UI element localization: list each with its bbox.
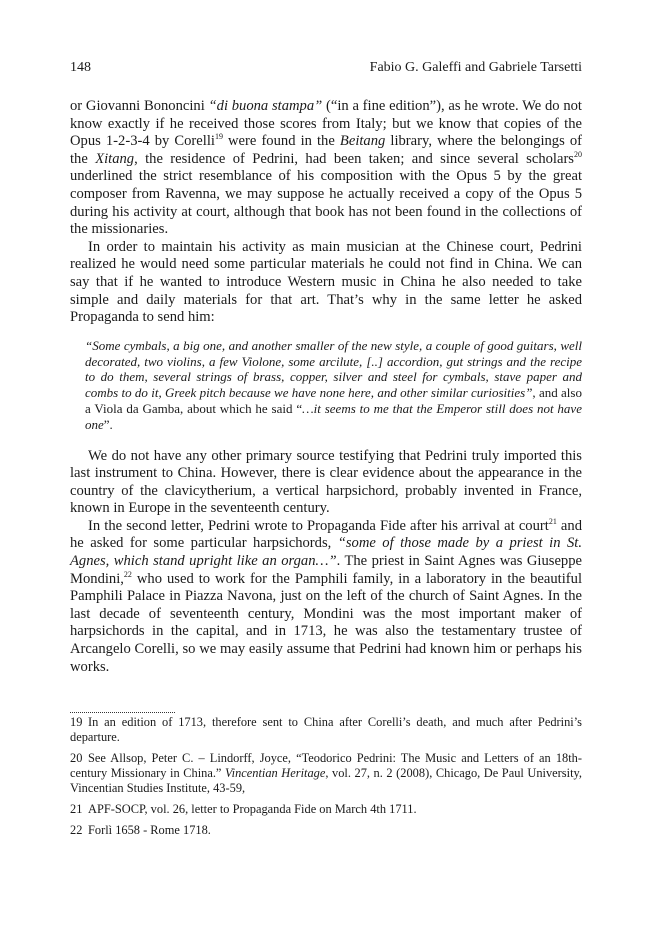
footnote-ref-20[interactable]: 20 <box>574 149 582 159</box>
footnote-number: 22 <box>70 823 83 837</box>
text-run: ”. <box>103 416 113 432</box>
footnote-20 <box>70 751 582 796</box>
footnote-21 <box>70 802 582 817</box>
footnotes <box>70 715 582 844</box>
text-run: , and also a Viola da Gamba, about which he said “ <box>85 385 582 416</box>
footnote-text: APF-SOCP, vol. 26, letter to Propaganda Fide on March 4th 1711. <box>88 802 417 816</box>
italic-run: Beitang <box>339 133 386 150</box>
text-run: (“in a fine edition”), as he wrote. We do not know exactly if he received those scores from Italy; but we know that copies of the Opus 1-2-3-4 by Corelli <box>70 98 582 150</box>
italic-run: “di buona stampa” <box>208 98 323 114</box>
paragraph-1 <box>70 98 582 239</box>
footnote-number: 20 <box>70 751 83 765</box>
page-number: 148 <box>70 60 91 75</box>
page-body <box>70 60 582 676</box>
italic-run: …it seems to me that the Emperor still does not have one <box>85 400 582 432</box>
footnote-ref-19[interactable]: 19 <box>214 132 223 142</box>
text-run: , the residence of Pedrini, had been taken; and since several scholars <box>134 150 574 167</box>
italic-run: Xitang <box>95 150 135 167</box>
text-run: and he asked for some particular harpsichords, <box>70 517 582 552</box>
paragraph-3: We do not have any other primary source testifying that Pedrini truly imported this last instrument to China. However, there is clear evidence about the appearance in the country of the clavicytherium, a vertical harpsichord, probably invented in France, known in Europe in the seventeenth century. <box>70 447 582 517</box>
footnote-text: See Allsop, Peter C. – Lindorff, Joyce, “Teodorico Pedrini: The Music and Letters of an 18th-century Missionary in China.” <box>70 751 582 780</box>
journal-title: Vincentian Heritage <box>224 766 326 780</box>
text-run: underlined the strict resemblance of his composition with the Opus 5 by the great composer from Ravenna, we may suppose he actually received a copy of the Opus 5 during his activity at court, although that book has not been found in the collections of the missionaries. <box>70 168 582 238</box>
italic-run: “Some cymbals, a big one, and another smaller of the new style, a couple of good guitars, well decorated, two violins, a few Violone, some arcilute, [..] accordion, gut strings and the recipe to do them, several strings of brass, copper, silver and steel for cymbals, stave paper and combs to do it, Greek pitch because we have none here, and other similar curiosities” <box>85 337 582 401</box>
running-header <box>70 60 582 76</box>
main-text <box>70 98 582 676</box>
text-run: library, where the belongings of the <box>70 133 582 167</box>
footnote-ref-21[interactable]: 21 <box>548 517 557 527</box>
text-run: who used to work for the Pamphili family, in a laboratory in the beautiful Pamphili Palace in Piazza Navona, just on the left of the church of Saint Agnes. In the last decade of seventeenth century, Mondini was the most important maker of harpsichords in the capital, and in 1713, he was also the testamentary trustee of Arcangelo Corelli, so we may easily assume that Pedrini had known him or perhaps his works. <box>70 570 582 675</box>
text-run: or Giovanni Bononcini <box>70 98 209 114</box>
footnote-number: 21 <box>70 802 83 816</box>
footnote-text: In an edition of 1713, therefore sent to China after Corelli’s death, and much after Pedrini’s departure. <box>70 715 582 744</box>
paragraph-2: In order to maintain his activity as main musician at the Chinese court, Pedrini realized he would need some particular materials he could not find in China. We can say that if he wanted to introduce Western music in China he also needed to take simple and daily materials for that art. That’s why in the same letter he asked Propaganda to send him: <box>70 238 582 326</box>
text-run: were found in the <box>222 133 340 150</box>
footnote-ref-22[interactable]: 22 <box>123 569 132 579</box>
footnote-text: , vol. 27, n. 2 (2008), Chicago, De Paul University, Vincentian Studies Institute, 43-59, <box>70 766 583 795</box>
footnote-22 <box>70 823 582 838</box>
paragraph-4 <box>70 518 582 676</box>
block-quote <box>85 338 582 433</box>
italic-run: “some of those made by a priest in St. Agnes, which stand upright like an organ…” <box>70 535 582 570</box>
header-authors: Fabio G. Galeffi and Gabriele Tarsetti <box>369 60 582 75</box>
text-run: . The priest in Saint Agnes was Giuseppe Mondini, <box>70 553 582 587</box>
footnote-divider <box>70 712 175 713</box>
footnote-number: 19 <box>70 715 83 729</box>
text-run: In the second letter, Pedrini wrote to Propaganda Fide after his arrival at court <box>88 517 549 534</box>
footnote-19 <box>70 715 582 745</box>
footnote-text: Forlì 1658 - Rome 1718. <box>88 823 211 837</box>
